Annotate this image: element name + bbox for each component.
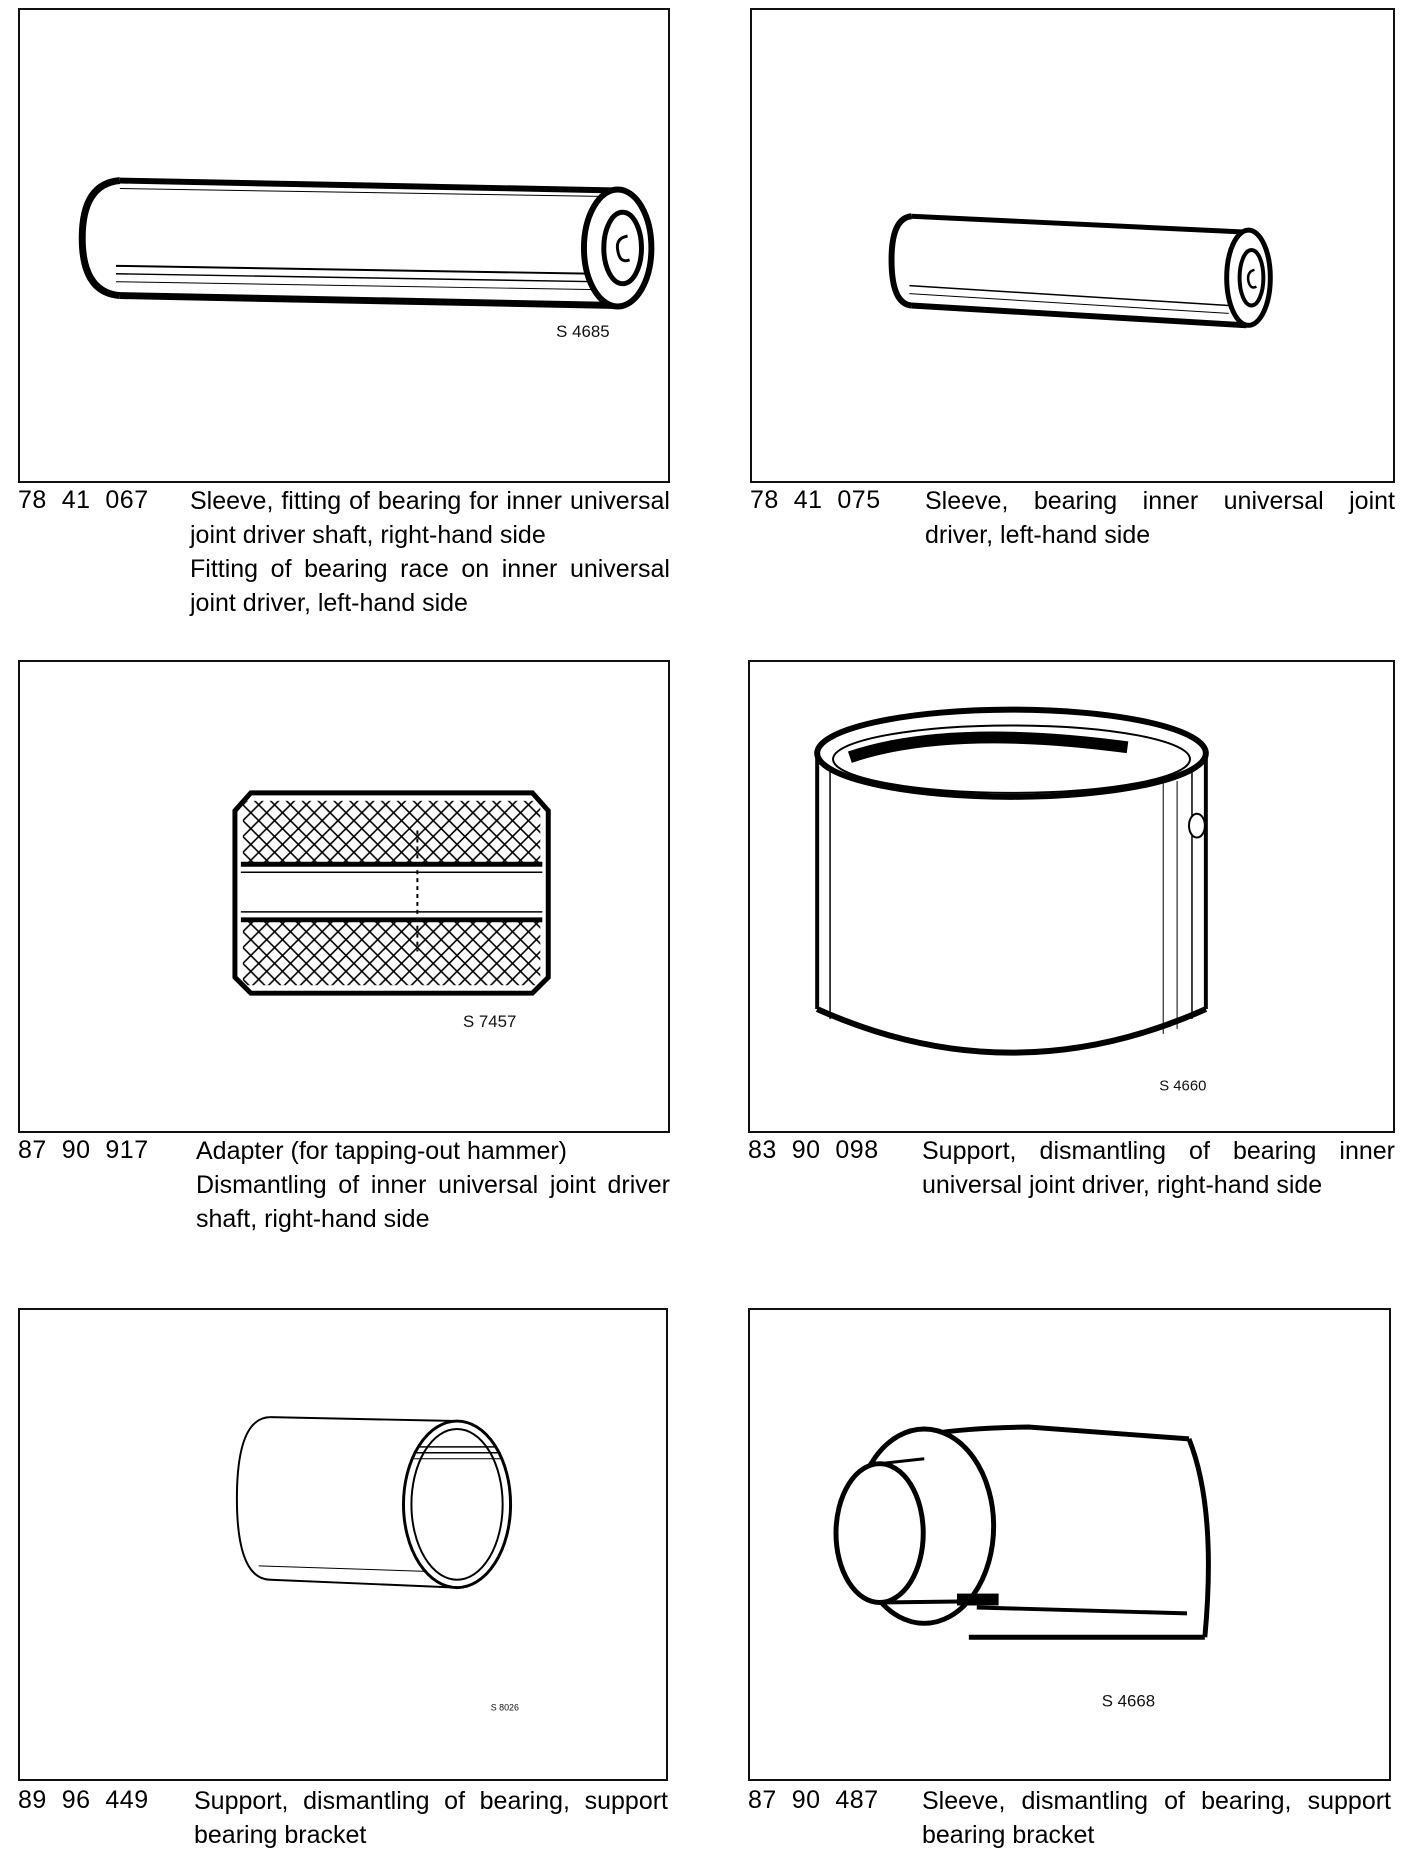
part-number-2: 78 41 075 (750, 486, 881, 514)
description-3-line-1: Adapter (for tapping-out hammer) (196, 1137, 568, 1165)
description-4 (922, 1134, 1395, 1202)
description-1 (190, 484, 670, 620)
figure-panel-2 (750, 8, 1395, 483)
description-2 (925, 484, 1395, 552)
part-number-5: 89 96 449 (18, 1786, 149, 1814)
support-ring-illustration (20, 1310, 666, 1779)
figure-label-3: S 7457 (462, 1011, 517, 1031)
part-number-4: 83 90 098 (748, 1136, 879, 1164)
description-5-line-1: Support, dismantling of bearing, support bearing bracket (194, 1787, 668, 1849)
description-3 (196, 1134, 670, 1236)
short-sleeve-illustration (752, 10, 1393, 481)
description-1-line-1: Sleeve, fitting of bearing for inner universal joint driver shaft, right-hand side (190, 487, 670, 549)
description-5 (194, 1784, 668, 1852)
adapter-illustration (20, 662, 668, 1131)
support-cup-illustration (750, 662, 1393, 1131)
part-number-3: 87 90 917 (18, 1136, 149, 1164)
stepped-sleeve-illustration (750, 1310, 1389, 1779)
figure-panel-5 (18, 1308, 668, 1781)
description-2-line-1: Sleeve, bearing inner universal joint driver, left-hand side (925, 487, 1395, 549)
description-1-line-2: Fitting of bearing race on inner universal joint driver, left-hand side (190, 555, 670, 617)
description-4-line-1: Support, dismantling of bearing inner universal joint driver, right-hand side (922, 1137, 1395, 1199)
figure-label-1: S 4685 (556, 322, 610, 342)
figure-panel-3 (18, 660, 670, 1133)
part-number-6: 87 90 487 (748, 1786, 879, 1814)
figure-label-4: S 4660 (1159, 1078, 1207, 1095)
description-3-line-2: Dismantling of inner universal joint driver shaft, right-hand side (196, 1171, 670, 1233)
figure-label-5: S 8026 (490, 1702, 519, 1713)
figure-panel-6 (748, 1308, 1391, 1781)
long-sleeve-illustration (20, 10, 668, 481)
description-6-line-1: Sleeve, dismantling of bearing, support bearing bracket (922, 1787, 1391, 1849)
figure-label-6: S 4668 (1101, 1691, 1156, 1711)
figure-panel-1 (18, 8, 670, 483)
part-number-1: 78 41 067 (18, 486, 149, 514)
figure-panel-4 (748, 660, 1395, 1133)
description-6 (922, 1784, 1391, 1852)
